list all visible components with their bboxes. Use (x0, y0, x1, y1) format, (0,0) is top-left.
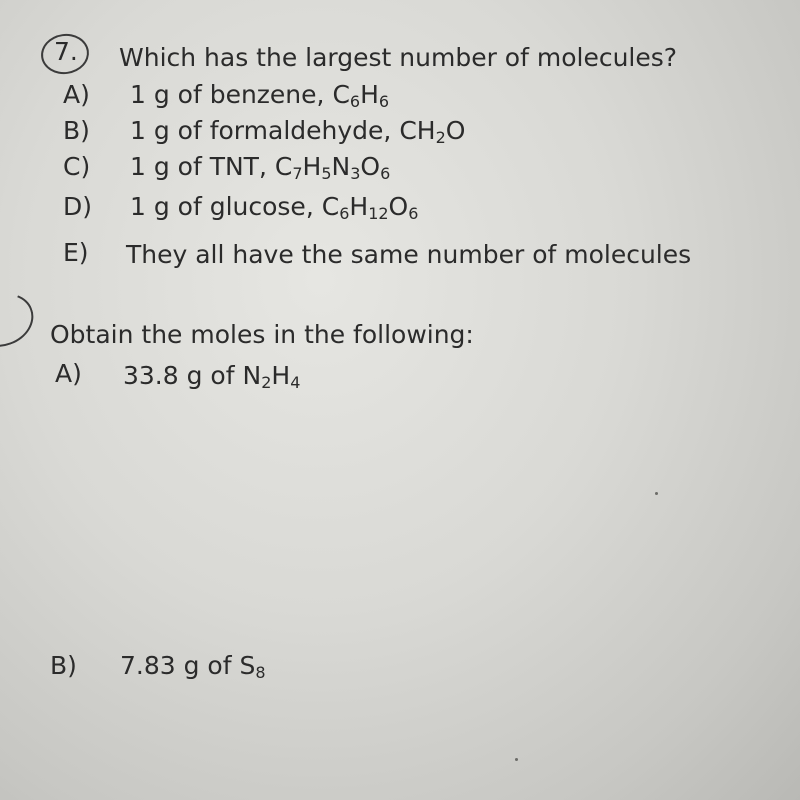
option-text (126, 240, 691, 269)
question-7-number: 7. (54, 37, 78, 66)
option-letter: E) (63, 238, 89, 267)
formula-element: N (331, 152, 351, 181)
formula-subscript: 12 (368, 204, 389, 223)
formula-subscript: 7 (292, 164, 303, 183)
formula-element: O (445, 116, 466, 145)
option-letter: B) (63, 116, 90, 145)
option-label: 1 g of formaldehyde, (130, 116, 400, 145)
formula-subscript: 6 (349, 92, 361, 111)
option-letter: D) (63, 192, 93, 221)
formula-element: S (239, 651, 256, 680)
option-letter: A) (63, 80, 90, 109)
formula-subscript: 5 (321, 164, 332, 183)
option-text (130, 116, 465, 147)
formula-element: O (360, 152, 381, 181)
formula-element: O (388, 192, 409, 221)
formula-subscript: 2 (435, 128, 446, 147)
chemical-formula (239, 651, 265, 680)
option-text (130, 192, 418, 223)
formula-subscript: 2 (261, 373, 272, 392)
chemical-formula (322, 192, 419, 221)
option-text (130, 152, 390, 183)
part-label: 33.8 g of (123, 361, 243, 390)
formula-element: C (274, 152, 293, 181)
chemical-formula (399, 116, 465, 145)
question-7-prompt: Which has the largest number of molecules? (119, 43, 678, 72)
paper-speck (515, 758, 518, 761)
part-letter: A) (55, 359, 82, 388)
chemical-formula (332, 80, 389, 109)
formula-element: C (321, 192, 340, 221)
option-letter: C) (63, 152, 91, 181)
formula-subscript: 8 (255, 663, 266, 682)
chemical-formula (275, 152, 390, 181)
option-label: 1 g of benzene, (130, 80, 333, 109)
formula-subscript: 6 (378, 92, 390, 111)
formula-element: C (332, 80, 350, 109)
part-text (123, 361, 300, 392)
part-text (120, 651, 266, 682)
formula-element: CH (399, 116, 436, 145)
option-text (130, 80, 389, 111)
formula-element: H (360, 80, 379, 109)
chemical-formula (242, 361, 300, 390)
part-letter: B) (50, 651, 77, 680)
option-label: They all have the same number of molecules (126, 240, 692, 269)
option-label: 1 g of TNT, (130, 152, 275, 181)
formula-subscript: 4 (290, 373, 301, 392)
formula-element: N (242, 361, 262, 390)
formula-element: H (271, 361, 291, 390)
question-8-circle-mark (0, 285, 41, 356)
formula-subscript: 6 (408, 204, 419, 223)
part-label: 7.83 g of (120, 651, 240, 680)
formula-element: H (349, 192, 369, 221)
option-label: 1 g of glucose, (130, 192, 322, 221)
question-8-prompt: Obtain the moles in the following: (50, 320, 474, 349)
formula-subscript: 3 (350, 164, 361, 183)
formula-subscript: 6 (339, 204, 350, 223)
formula-element: H (302, 152, 322, 181)
formula-subscript: 6 (380, 164, 391, 183)
paper-speck (655, 492, 658, 495)
